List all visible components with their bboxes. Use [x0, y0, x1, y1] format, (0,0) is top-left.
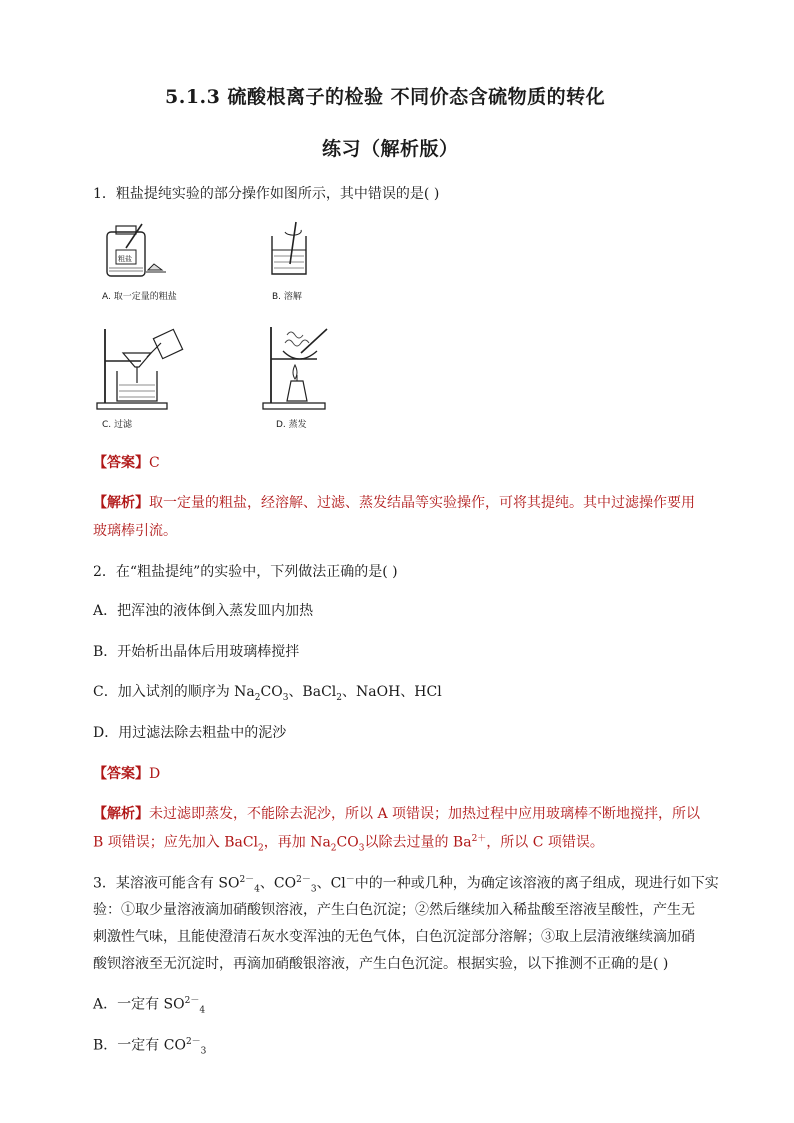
q1-analysis: [93, 492, 695, 512]
figure-a-caption: A. 取一定量的粗盐: [102, 292, 177, 302]
reagent-bottle-icon: [104, 222, 174, 278]
analysis-line-1: 取一定量的粗盐，经溶解、过滤、蒸发结晶等实验操作，可将其提纯。其中过滤操作要用: [149, 495, 695, 511]
answer-tag: 【答案】: [93, 766, 149, 782]
question-3-line-2: 验：①取少量溶液滴加硝酸钡溶液，产生白色沉淀；②然后继续加入稀盐酸至溶液呈酸性，产生无: [93, 902, 695, 918]
figure-c-caption: C. 过滤: [102, 420, 133, 430]
question-3-line-1: 3．某溶液可能含有 $SO^{2-}_4$、$CO^{2-}_3$、Cl－中的一种或几种，为确定该溶液的离子组成，现进行如下实: [93, 875, 719, 895]
q2-option-d: D．用过滤法除去粗盐中的泥沙: [93, 725, 287, 741]
analysis-line-1: 未过滤即蒸发，不能除去泥沙，所以 A 项错误；加热过程中应用玻璃棒不断地搅拌，所以: [149, 806, 701, 822]
q2-analysis-line-2: B 项错误；应先加入 BaCl$_2$，再加 $Na_2CO_3$以除去过量的 $Ba^{2+}$，所以 C 项错误。: [93, 834, 604, 854]
q3-option-b: B．一定有 $CO^{2-}_3$: [93, 1037, 207, 1057]
figure-d-caption: D. 蒸发: [276, 420, 307, 430]
q1-analysis-line-2: 玻璃棒引流。: [93, 523, 177, 539]
question-1-stem: 1．粗盐提纯实验的部分操作如图所示，其中错误的是( ): [93, 186, 440, 202]
q2-analysis: [93, 803, 700, 823]
question-2-stem: 2．在“粗盐提纯”的实验中，下列做法正确的是( ): [93, 564, 398, 580]
bottle-label: 粗盐: [118, 255, 132, 263]
answer-tag: 【答案】: [93, 455, 149, 471]
q2-answer: [93, 763, 160, 783]
q2-option-a: A．把浑浊的液体倒入蒸发皿内加热: [93, 603, 314, 619]
figure-b-caption: B. 溶解: [272, 292, 302, 302]
evaporation-setup-icon: [261, 323, 339, 411]
answer-value: D: [149, 766, 161, 782]
question-3-line-4: 酸钡溶液至无沉淀时，再滴加硝酸银溶液，产生白色沉淀。根据实验，以下推测不正确的是( ): [93, 956, 669, 972]
analysis-tag: 【解析】: [93, 806, 149, 822]
page-title: 5.1.3 硫酸根离子的检验 不同价态含硫物质的转化: [165, 86, 606, 108]
analysis-tag: 【解析】: [93, 495, 149, 511]
question-3-line-3: 刺激性气味，且能使澄清石灰水变浑浊的无色气体，白色沉淀部分溶解；③取上层清液继续滴加硝: [93, 929, 695, 945]
q2-option-b: B．开始析出晶体后用玻璃棒搅拌: [93, 644, 300, 660]
beaker-stirring-icon: [268, 220, 312, 278]
q3-option-a: A．一定有 $SO^{2-}_4$: [93, 996, 206, 1016]
q1-answer: [93, 452, 160, 472]
answer-value: C: [149, 455, 160, 471]
filtration-setup-icon: [95, 327, 187, 411]
q2-option-c: C．加入试剂的顺序为 $Na_2CO_3$、BaCl$_2$、NaOH、HCl: [93, 684, 442, 703]
page-subtitle: 练习（解析版）: [322, 138, 459, 160]
